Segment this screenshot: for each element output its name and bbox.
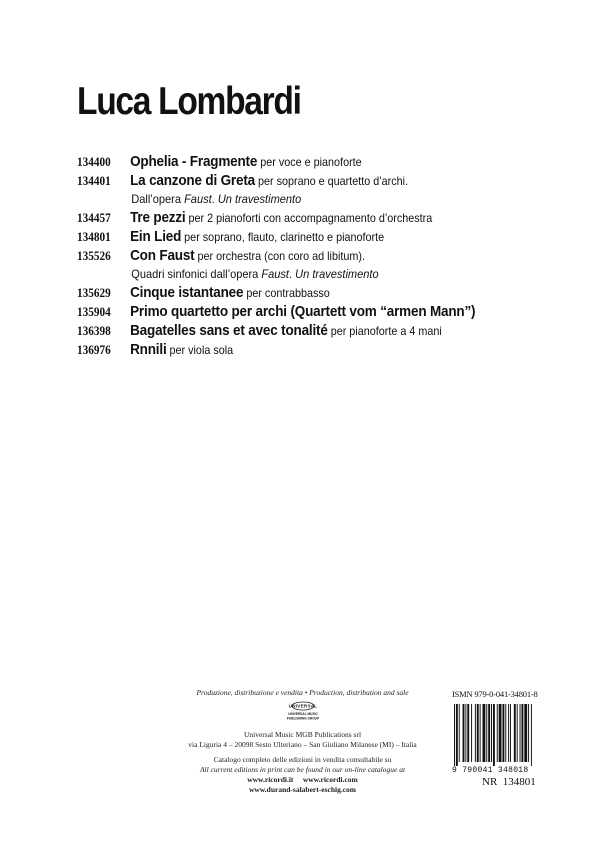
barcode-bar [497, 704, 498, 762]
work-instrumentation: per soprano, flauto, clarinetto e pianoforte [181, 230, 385, 244]
subtitle-prefix: Dall’opera [131, 192, 185, 206]
subtitle-prefix: Quadri sinfonici dall’opera [131, 267, 262, 281]
barcode-bar [505, 704, 506, 762]
work-catalogue-number: 136398 [77, 324, 111, 338]
work-entry [77, 171, 527, 190]
barcode-bar [480, 704, 481, 762]
barcode-bar [524, 704, 527, 762]
barcode-bar [467, 704, 469, 762]
catalogue-english: All current editions in print can be found in our on-line catalogue at [199, 765, 406, 774]
publisher-address: via Liguria 4 – 20098 Sesto Ulteriano – San Giuliano Milanese (MI) – Italia [188, 740, 417, 749]
work-entry [77, 283, 527, 302]
work-catalogue-number: 134457 [77, 211, 111, 225]
website-durand[interactable]: www.durand-salabert-eschig.com [248, 785, 357, 794]
work-instrumentation: per pianoforte a 4 mani [327, 324, 442, 338]
work-instrumentation: per contrabbasso [243, 286, 330, 300]
barcode-bar [477, 704, 479, 762]
catalogue-italian: Catalogo completo delle edizioni in vendita consultabile su [213, 755, 392, 764]
barcode-bar [493, 704, 495, 766]
work-title: La canzone di Greta [130, 172, 255, 189]
work-catalogue-number: 134801 [77, 230, 111, 244]
publisher-name: Universal Music MGB Publications srl [243, 730, 362, 739]
website-ricordi-com[interactable]: www.ricordi.com [302, 775, 358, 784]
barcode-digits: 9 790041 348018 [452, 766, 529, 775]
barcode-bar [456, 704, 458, 766]
barcode-bar [488, 704, 490, 762]
subtitle-opera-subtitle: Un travestimento [217, 192, 302, 206]
barcode-bar [486, 704, 487, 762]
barcode-bar [499, 704, 502, 762]
svg-text:UNIVERSAL MUSIC: UNIVERSAL MUSIC [287, 712, 318, 716]
barcode-bar [528, 704, 529, 762]
work-subtitle-line [77, 190, 537, 208]
work-title: Ophelia - Fragmente [130, 153, 258, 170]
subtitle-separator: . [211, 192, 218, 206]
barcode-bar [510, 704, 511, 762]
work-instrumentation: per orchestra (con coro ad libitum). [194, 249, 365, 263]
subtitle-separator: . [289, 267, 296, 281]
barcode-bar [475, 704, 476, 762]
work-title: Tre pezzi [130, 209, 186, 226]
svg-text:PUBLISHING GROUP: PUBLISHING GROUP [286, 716, 319, 721]
barcode-bar [483, 704, 486, 762]
subtitle-opera-subtitle: Un travestimento [295, 267, 379, 281]
barcode-bar [491, 704, 492, 762]
barcode-bar [454, 704, 455, 766]
website-links [160, 775, 445, 785]
work-title: Rnnili [130, 341, 167, 358]
work-entry [77, 208, 527, 227]
production-line: Produzione, distribuzione e vendita • Production, distribution and sale [196, 688, 409, 697]
barcode-bar [508, 704, 509, 762]
nr-value: 134801 [502, 776, 536, 788]
barcode-bar [520, 704, 521, 762]
work-instrumentation: per viola sola [166, 343, 234, 357]
works-list [77, 152, 577, 359]
work-title: Con Faust [130, 247, 195, 264]
nr-label: NR [482, 776, 498, 788]
work-catalogue-number: 136976 [77, 343, 111, 357]
barcode-bar [471, 704, 472, 762]
barcode-block [452, 689, 564, 788]
work-title: Ein Lied [130, 228, 182, 245]
work-catalogue-number: 135629 [77, 286, 111, 300]
subtitle-opera-title: Faust [261, 267, 290, 281]
work-instrumentation: per soprano e quartetto d’archi. [254, 174, 409, 188]
barcode-bar [517, 704, 518, 762]
work-entry [77, 321, 527, 340]
work-catalogue-number: 135526 [77, 249, 111, 263]
work-instrumentation: per 2 pianoforti con accompagnamento d’orchestra [185, 211, 433, 225]
work-entry [77, 227, 527, 246]
barcode-bar [463, 704, 465, 762]
subtitle-opera-title: Faust [184, 192, 212, 206]
work-instrumentation: per voce e pianoforte [257, 155, 362, 169]
work-catalogue-number: 134401 [77, 174, 111, 188]
universal-logo [273, 700, 333, 722]
work-entry [77, 302, 527, 321]
svg-text:UNIVERSAL: UNIVERSAL [288, 703, 317, 709]
website-ricordi-it[interactable]: www.ricordi.it [247, 775, 294, 784]
composer-name: Luca Lombardi [77, 80, 301, 123]
barcode-bar [465, 704, 466, 762]
ismn-number: ISMN 979-0-041-34801-8 [452, 689, 538, 699]
work-title: Bagatelles sans et avec tonalité [130, 322, 328, 339]
work-title: Cinque istantanee [130, 284, 244, 301]
barcode-bar [521, 704, 523, 762]
barcode-bar [531, 704, 532, 766]
barcode-bar [514, 704, 516, 762]
work-catalogue-number: 135904 [77, 305, 111, 319]
barcode-image [452, 704, 560, 766]
work-entry [77, 246, 527, 265]
work-entry [77, 152, 527, 171]
work-title: Primo quartetto per archi (Quartett vom “armen Mann”) [130, 303, 476, 320]
barcode-bar [502, 704, 504, 762]
barcode-bar [459, 704, 460, 762]
work-catalogue-number: 134400 [77, 155, 111, 169]
catalogue-number [452, 776, 564, 788]
work-subtitle-line [77, 265, 537, 283]
work-entry [77, 340, 527, 359]
publisher-footer [160, 688, 445, 795]
